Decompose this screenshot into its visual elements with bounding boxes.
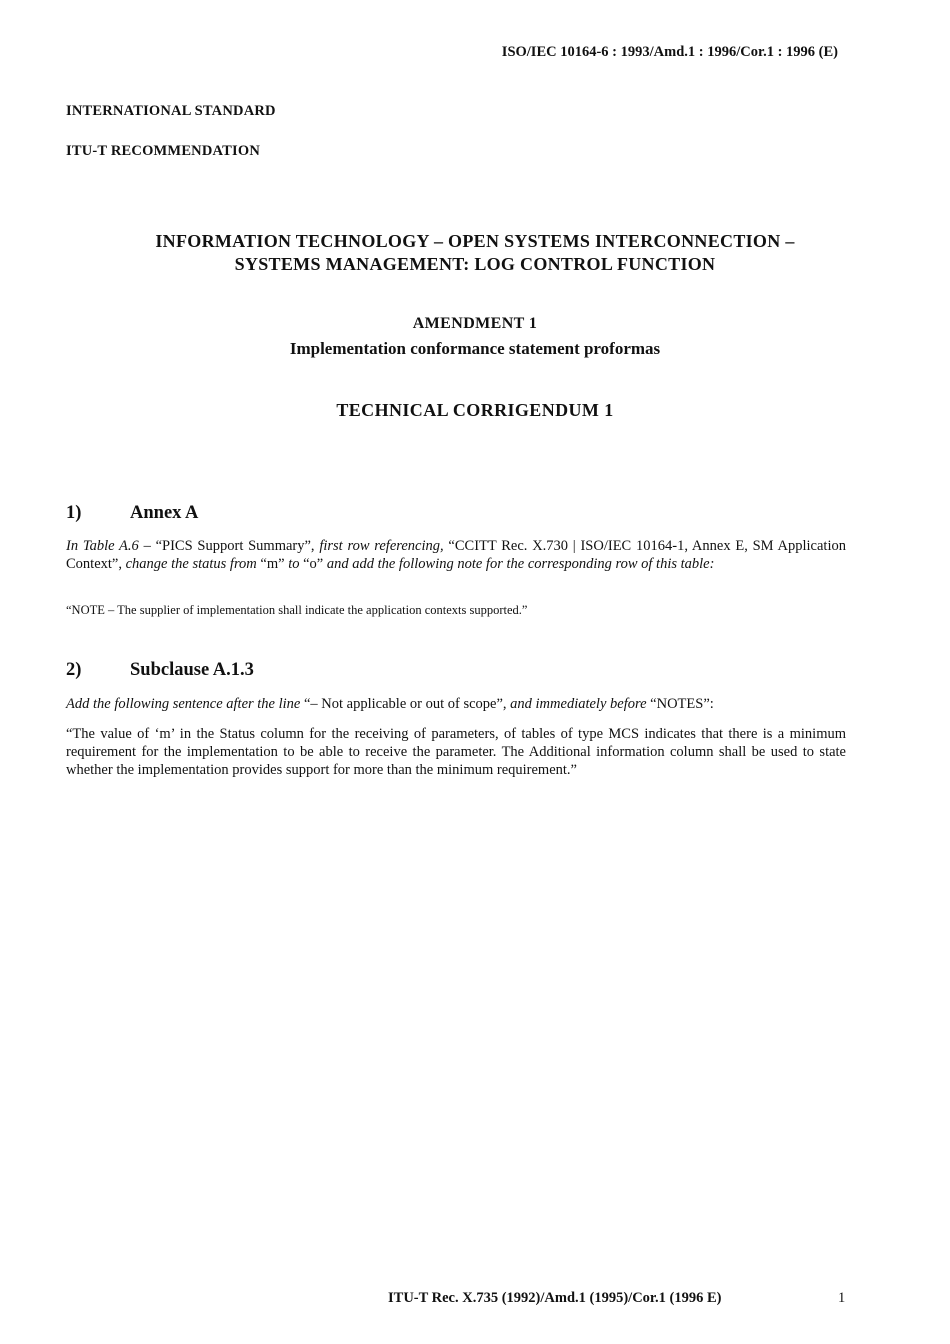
- header-reference: ISO/IEC 10164-6 : 1993/Amd.1 : 1996/Cor.1 : 1996 (E): [501, 44, 838, 60]
- document-kind-standard: INTERNATIONAL STANDARD: [66, 103, 276, 119]
- section-2-instruction: [66, 695, 846, 713]
- section-2-title: Subclause A.1.3: [130, 660, 254, 680]
- instruction-italic-1: Add the following sentence after the line: [66, 696, 301, 712]
- document-title: [0, 230, 950, 276]
- instruction-text-1: “– Not applicable or out of scope”,: [300, 696, 511, 712]
- corrigendum-label: TECHNICAL CORRIGENDUM 1: [336, 400, 614, 420]
- section-2-quote: “The value of ‘m’ in the Status column for the receiving of parameters, of tables of type MCS indicates that there is a minimum requirement for the implementation to be able to receive the parameter. The Additional information column shall be used to state whether the implementation provides support for more than the minimum requirement.”: [66, 726, 846, 778]
- title-line-1: INFORMATION TECHNOLOGY – OPEN SYSTEMS INTERCONNECTION –: [155, 231, 795, 251]
- amendment-subtitle: Implementation conformance statement proformas: [289, 339, 661, 358]
- amendment-label: AMENDMENT 1: [412, 315, 538, 332]
- instruction-text-2: “NOTES”:: [646, 696, 714, 712]
- body-text-2: “CCITT Rec. X.730 | ISO/IEC 10164-1, Annex E, SM Application Context”,: [66, 538, 846, 572]
- body-italic-5: and add the following note for the corresponding row of this table:: [326, 556, 715, 572]
- body-text-3: “m”: [256, 556, 289, 572]
- section-1-body: [66, 537, 846, 573]
- document-kind-recommendation: ITU-T RECOMMENDATION: [66, 143, 260, 159]
- body-italic-4: to: [288, 556, 300, 572]
- page-number: 1: [838, 1290, 846, 1306]
- body-italic-2: first row referencing,: [319, 538, 444, 554]
- section-1-heading: [66, 503, 198, 524]
- body-italic-1: In Table A.6: [66, 538, 139, 554]
- section-2-heading: [66, 660, 254, 681]
- section-1-title: Annex A: [130, 503, 199, 523]
- body-italic-3: change the status from: [125, 556, 257, 572]
- section-2-number: 2): [66, 660, 82, 680]
- footer-reference: ITU-T Rec. X.735 (1992)/Amd.1 (1995)/Cor.1 (1996 E): [388, 1290, 722, 1306]
- section-1-note: “NOTE – The supplier of implementation shall indicate the application contexts supported.”: [66, 603, 528, 617]
- body-text-1: – “PICS Support Summary”,: [138, 538, 320, 554]
- body-text-4: “o”: [299, 556, 327, 572]
- section-1-number: 1): [66, 503, 82, 523]
- instruction-italic-2: and immediately before: [510, 696, 647, 712]
- title-line-2: SYSTEMS MANAGEMENT: LOG CONTROL FUNCTION: [234, 254, 716, 274]
